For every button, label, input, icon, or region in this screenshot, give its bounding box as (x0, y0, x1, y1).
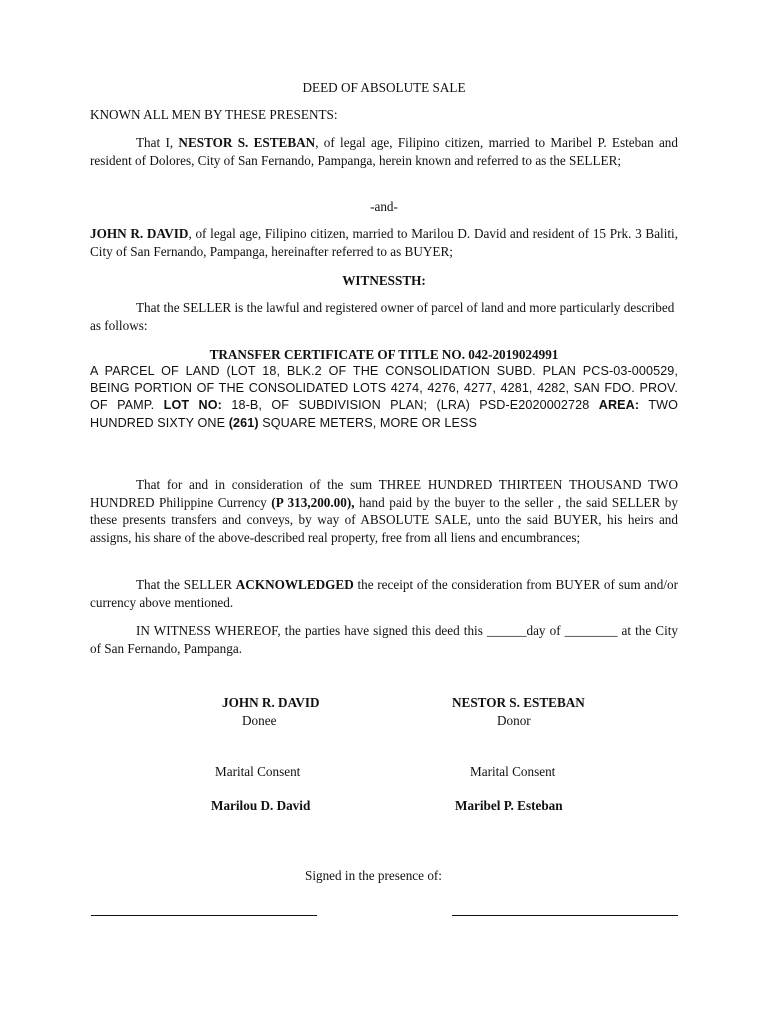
buyer-spouse-name: Marilou D. David (211, 798, 311, 813)
consideration-amount: (P 313,200.00), (271, 494, 355, 510)
owner-paragraph: That the SELLER is the lawful and registered owner of parcel of land and more particularly described as follows: (90, 300, 675, 333)
marital-consent-left: Marital Consent (215, 764, 301, 779)
marital-consent-right: Marital Consent (470, 764, 556, 779)
consideration-paragraph: That for and in consideration of the sum THREE HUNDRED THIRTEEN THOUSAND TWO HUNDRED Philippine Currency (P 313,200.00), hand paid by the buyer to the seller , the said SELLER by these presents transfers and conveys, by way of ABSOLUTE SALE, unto the said BUYER, his heirs and assigns, his share of the above-described real property, free from all liens and encumbrances; (90, 477, 678, 545)
buyer-signatory-name: JOHN R. DAVID (222, 695, 320, 710)
acknowledge-paragraph: That the SELLER ACKNOWLEDGED the receipt of the consideration from BUYER of sum and/or currency above mentioned. (90, 577, 678, 610)
presence-label: Signed in the presence of: (305, 868, 442, 883)
witness-signature-line-right (452, 915, 678, 916)
witness-signature-line-left (91, 915, 317, 916)
and-separator: -and- (370, 199, 398, 214)
donee-label: Donee (242, 713, 277, 728)
document-title: DEED OF ABSOLUTE SALE (302, 80, 466, 95)
seller-text: , of legal age, Filipino citizen, married to Maribel P. Esteban and resident of Dolores, City of San Fernando, Pampanga, herein known and referred to as the SELLER; (90, 135, 678, 168)
parcel-description: A PARCEL OF LAND (LOT 18, BLK.2 OF THE CONSOLIDATION SUBD. PLAN PCS-03-000529, BEING PORTION OF THE CONSOLIDATED LOTS 4274, 4276, 4277, 4281, 4282, SAN FDO. PROV. OF PAMP. LOT NO: 18-B, OF SUBDIVISION PLAN; (LRA) PSD-E2020002728 AREA: TWO HUNDRED SIXTY ONE (261) SQUARE METERS, MORE OR LESS (90, 364, 679, 430)
seller-signatory-name: NESTOR S. ESTEBAN (452, 695, 585, 710)
buyer-name: JOHN R. DAVID (90, 226, 189, 241)
seller-prefix: That I, (136, 135, 179, 150)
buyer-paragraph (90, 225, 678, 260)
salutation: KNOWN ALL MEN BY THESE PRESENTS: (90, 107, 338, 122)
seller-name: NESTOR S. ESTEBAN (178, 135, 316, 150)
witness-paragraph: IN WITNESS WHEREOF, the parties have signed this deed this ______day of ________ at the City of San Fernando, Pampanga. (90, 623, 678, 656)
buyer-text: , of legal age, Filipino citizen, married to Marilou D. David and resident of 15 Prk. 3 Baliti, City of San Fernando, Pampanga, hereinafter referred to as BUYER; (90, 226, 679, 259)
witnesseth-heading: WITNESSTH: (342, 273, 426, 288)
seller-paragraph (90, 134, 678, 169)
donor-label: Donor (497, 713, 531, 728)
seller-spouse-name: Maribel P. Esteban (455, 798, 563, 813)
tct-heading: TRANSFER CERTIFICATE OF TITLE NO. 042-2019024991 (209, 347, 559, 362)
